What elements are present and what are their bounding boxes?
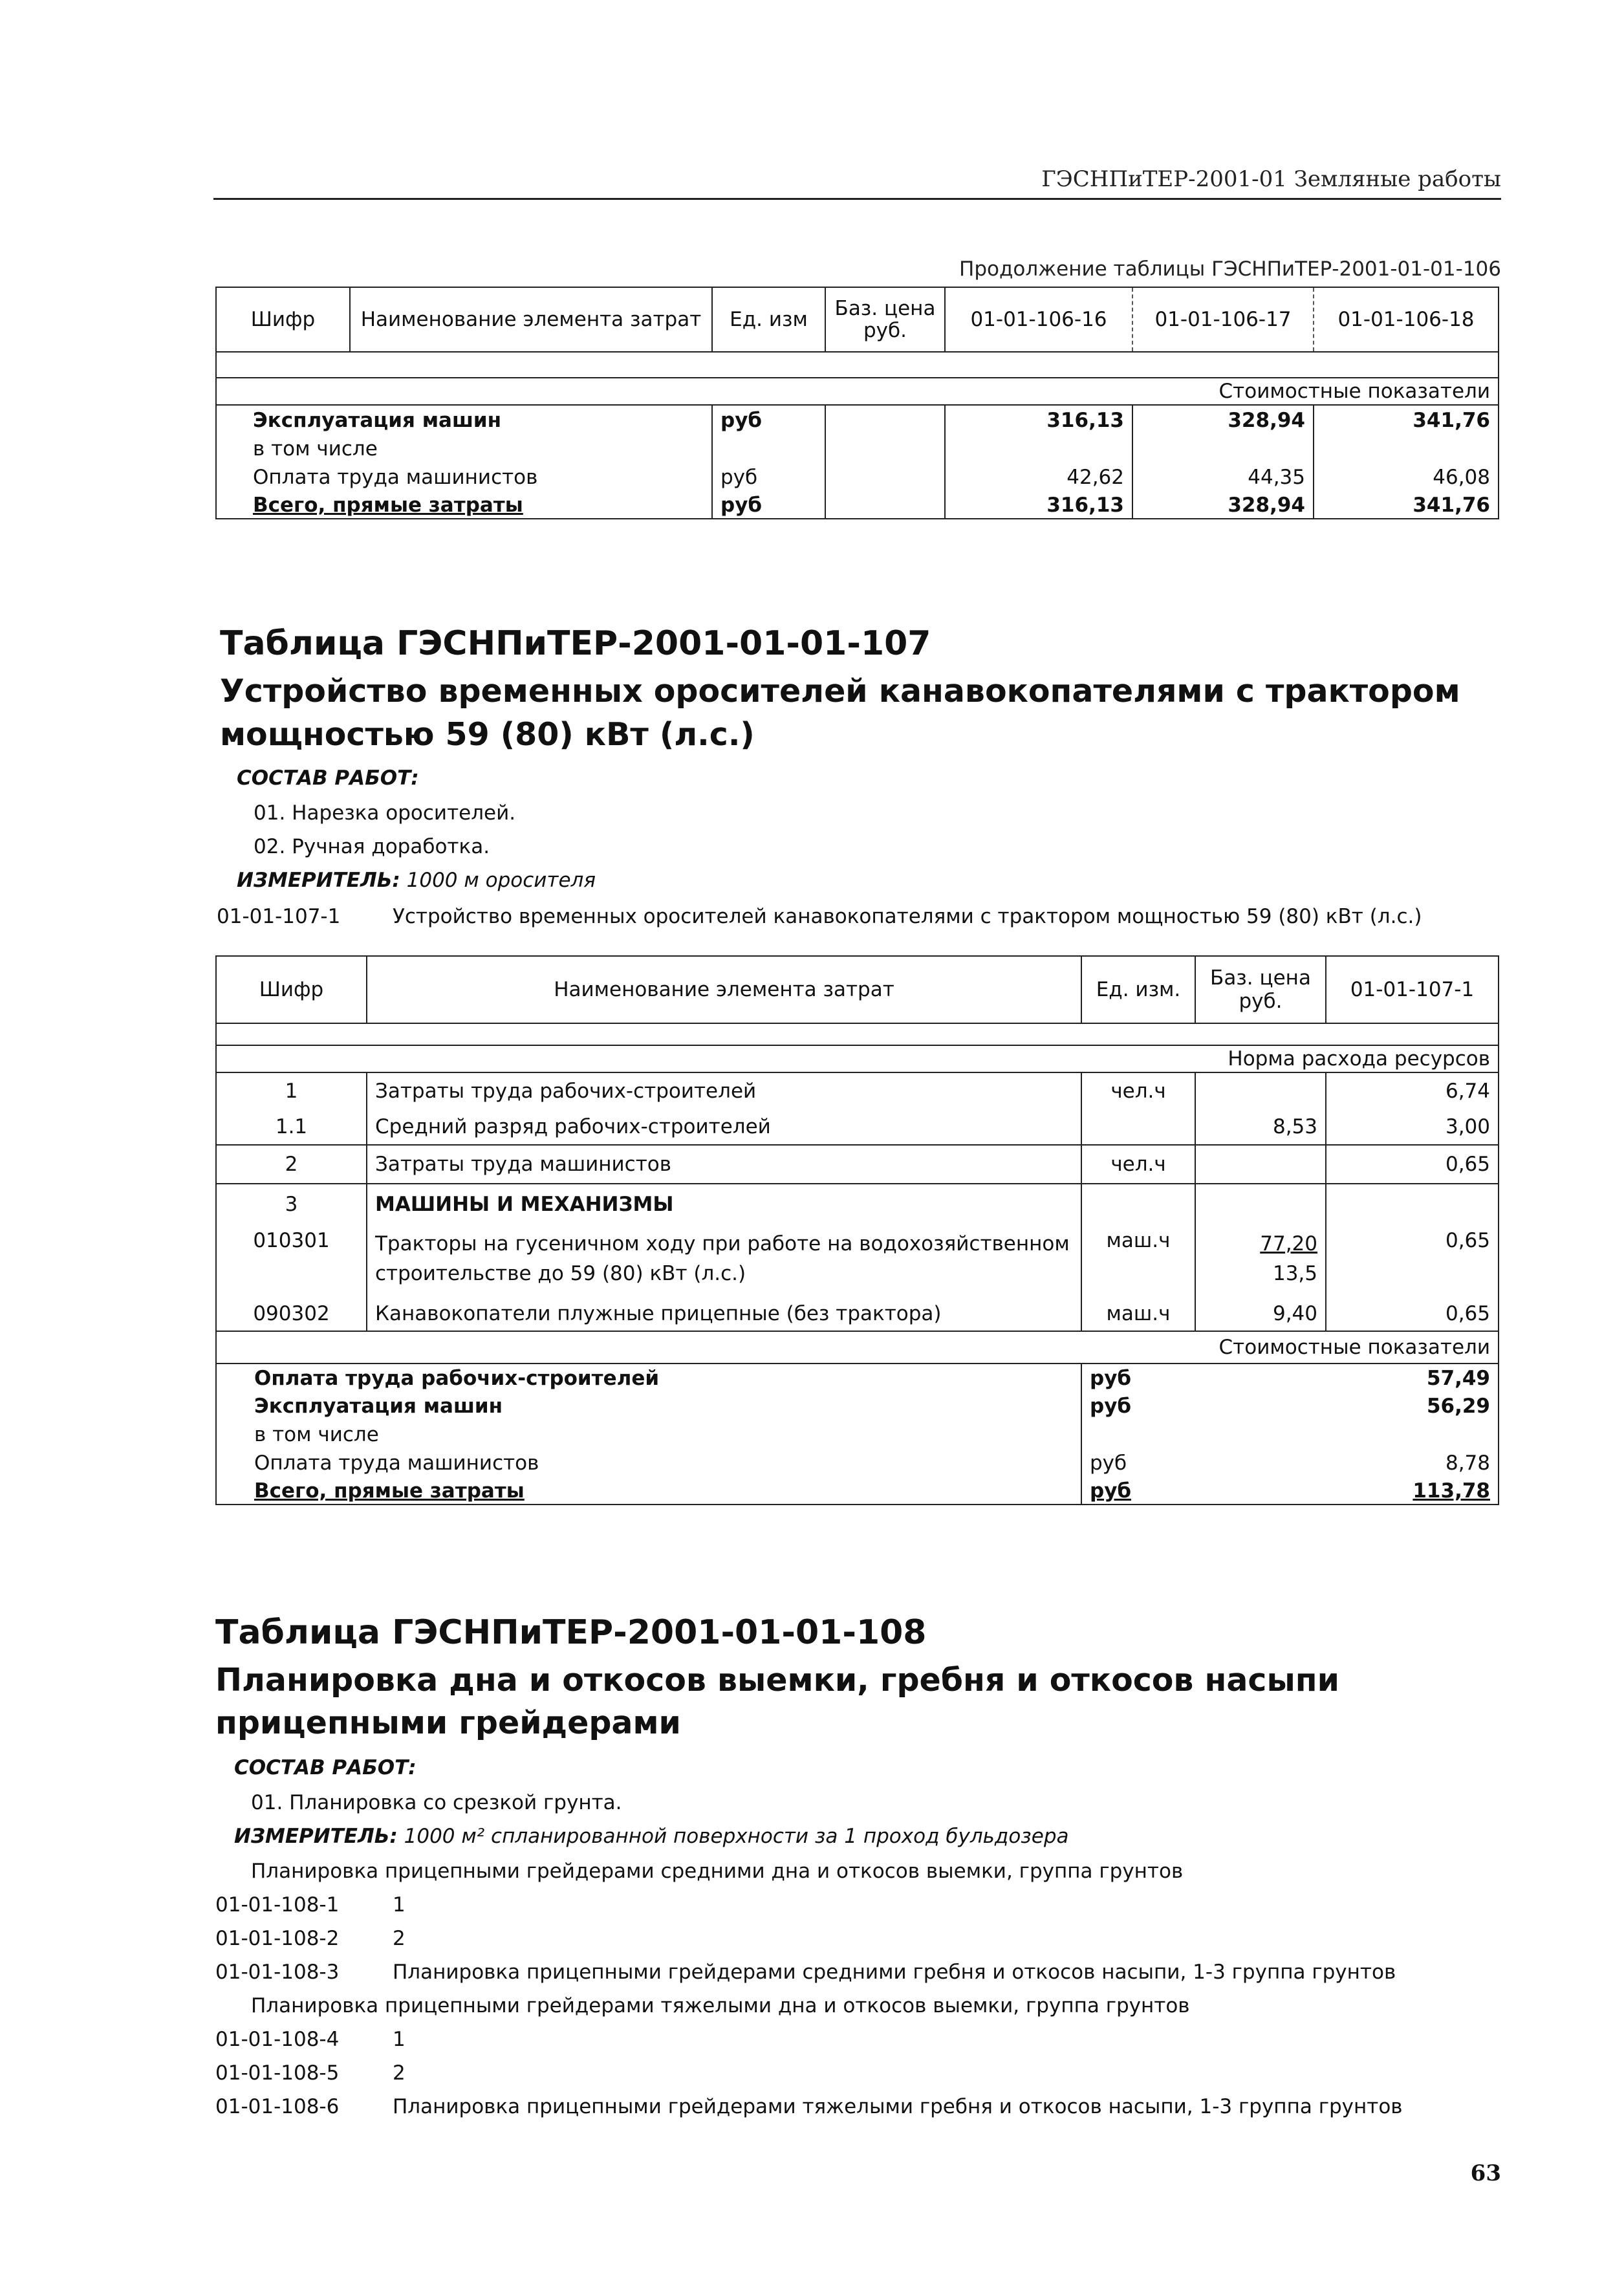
meter-label: ИЗМЕРИТЕЛЬ: <box>234 1825 398 1848</box>
item-code: 01-01-108-5 <box>215 2061 340 2085</box>
table-row: 010301 Тракторы на гусеничном ходу при работе на водохозяйственном строительстве до 59 (80) кВт (л.с.) маш.ч 77,20 13,5 0,65 <box>216 1224 1499 1296</box>
col-107-1: 01-01-107-1 <box>1326 956 1499 1023</box>
item-text: 1 <box>393 2028 406 2051</box>
work-item: 01. Планировка со срезкой грунта. <box>251 1791 622 1814</box>
item-code: 01-01-108-3 <box>215 1961 340 1984</box>
table-107 <box>215 955 1499 1505</box>
meter-value: 1000 м² спланированной поверхности за 1 проход бульдозера <box>404 1825 1069 1848</box>
cost-section-label: Стоимостные показатели <box>1195 1331 1499 1364</box>
meter-value: 1000 м оросителя <box>406 869 596 892</box>
table-row: Эксплуатация машин руб 316,13 328,94 341,76 <box>216 405 1499 435</box>
col-106-18: 01-01-106-18 <box>1314 287 1499 352</box>
page-number: 63 <box>1470 2160 1501 2186</box>
item-code: 01-01-108-6 <box>215 2095 340 2118</box>
table-row: 090302 Канавокопатели плужные прицепные (без трактора) маш.ч 9,40 0,65 <box>216 1296 1499 1331</box>
table-row: Оплата труда рабочих-строителей руб 57,49 <box>216 1364 1499 1392</box>
group-heading: Планировка прицепными грейдерами средними дна и откосов выемки, группа грунтов <box>251 1860 1184 1883</box>
table-row: Оплата труда машинистов руб 8,78 <box>216 1449 1499 1477</box>
section-row <box>216 1045 1499 1072</box>
item-text: 2 <box>393 1927 406 1950</box>
table-header-row <box>216 287 1499 352</box>
section-107-subtitle-2: мощностью 59 (80) кВт (л.с.) <box>220 716 755 753</box>
col-106-16: 01-01-106-16 <box>945 287 1132 352</box>
table-row: 2 Затраты труда машинистов чел.ч 0,65 <box>216 1145 1499 1184</box>
section-108-subtitle-2: прицепными грейдерами <box>215 1704 681 1741</box>
section-row <box>216 1331 1499 1364</box>
col-unit: Ед. изм <box>712 287 825 352</box>
col-base-price: Баз. цена руб. <box>825 287 945 352</box>
col-base-price: Баз. цена руб. <box>1195 956 1326 1023</box>
table-row: Эксплуатация машин руб 56,29 <box>216 1392 1499 1420</box>
norm-section-label: Норма расхода ресурсов <box>1195 1045 1499 1072</box>
continuation-note: Продолжение таблицы ГЭСНПиТЕР-2001-01-01-106 <box>959 257 1501 281</box>
col-name: Наименование элемента затрат <box>367 956 1081 1023</box>
col-106-17: 01-01-106-17 <box>1132 287 1314 352</box>
item-code: 01-01-108-2 <box>215 1927 340 1950</box>
section-108-subtitle-1: Планировка дна и откосов выемки, гребня и откосов насыпи <box>215 1662 1339 1699</box>
table-row: 1 Затраты труда рабочих-строителей чел.ч 6,74 <box>216 1072 1499 1109</box>
section-label: Стоимостные показатели <box>945 378 1499 405</box>
col-code: Шифр <box>216 287 350 352</box>
item-text: Планировка прицепными грейдерами средними гребня и откосов насыпи, 1-3 группа грунтов <box>393 1961 1396 1984</box>
item-code: 01-01-107-1 <box>217 905 341 928</box>
table-header-row <box>216 956 1499 1023</box>
item-text: 1 <box>393 1893 406 1917</box>
composition-label: СОСТАВ РАБОТ: <box>237 766 419 790</box>
table-106 <box>215 287 1499 519</box>
col-unit: Ед. изм. <box>1081 956 1195 1023</box>
running-header: ГЭСНПиТЕР-2001-01 Земляные работы <box>213 160 1501 200</box>
col-code: Шифр <box>216 956 367 1023</box>
item-text: Устройство временных оросителей канавокопателями с трактором мощностью 59 (80) кВт (л.с.) <box>393 905 1422 928</box>
meter-line <box>234 1820 1069 1853</box>
item-text: Планировка прицепными грейдерами тяжелыми гребня и откосов насыпи, 1-3 группа грунтов <box>393 2095 1403 2118</box>
table-row: Всего, прямые затраты руб 113,78 <box>216 1477 1499 1505</box>
table-row: 3 МАШИНЫ И МЕХАНИЗМЫ <box>216 1184 1499 1224</box>
table-row: 1.1 Средний разряд рабочих-строителей 8,53 3,00 <box>216 1109 1499 1145</box>
table-row: Всего, прямые затраты руб 316,13 328,94 341,76 <box>216 492 1499 519</box>
composition-label: СОСТАВ РАБОТ: <box>234 1756 417 1779</box>
section-107-subtitle-1: Устройство временных оросителей канавокопателями с трактором <box>220 673 1460 710</box>
item-code: 01-01-108-4 <box>215 2028 340 2051</box>
table-row: Оплата труда машинистов руб 42,62 44,35 46,08 <box>216 463 1499 492</box>
group-heading: Планировка прицепными грейдерами тяжелыми дна и откосов выемки, группа грунтов <box>251 1994 1190 2017</box>
section-107-title: Таблица ГЭСНПиТЕР-2001-01-01-107 <box>220 624 931 663</box>
work-item: 01. Нарезка оросителей. <box>254 801 516 825</box>
col-name: Наименование элемента затрат <box>350 287 712 352</box>
table-row: в том числе <box>216 435 1499 463</box>
section-row <box>216 378 1499 405</box>
item-code: 01-01-108-1 <box>215 1893 340 1917</box>
section-108-title: Таблица ГЭСНПиТЕР-2001-01-01-108 <box>215 1613 927 1652</box>
item-text: 2 <box>393 2061 406 2085</box>
meter-line <box>237 864 596 896</box>
table-row: в том числе <box>216 1420 1499 1449</box>
meter-label: ИЗМЕРИТЕЛЬ: <box>237 869 400 892</box>
work-item: 02. Ручная доработка. <box>254 835 490 858</box>
